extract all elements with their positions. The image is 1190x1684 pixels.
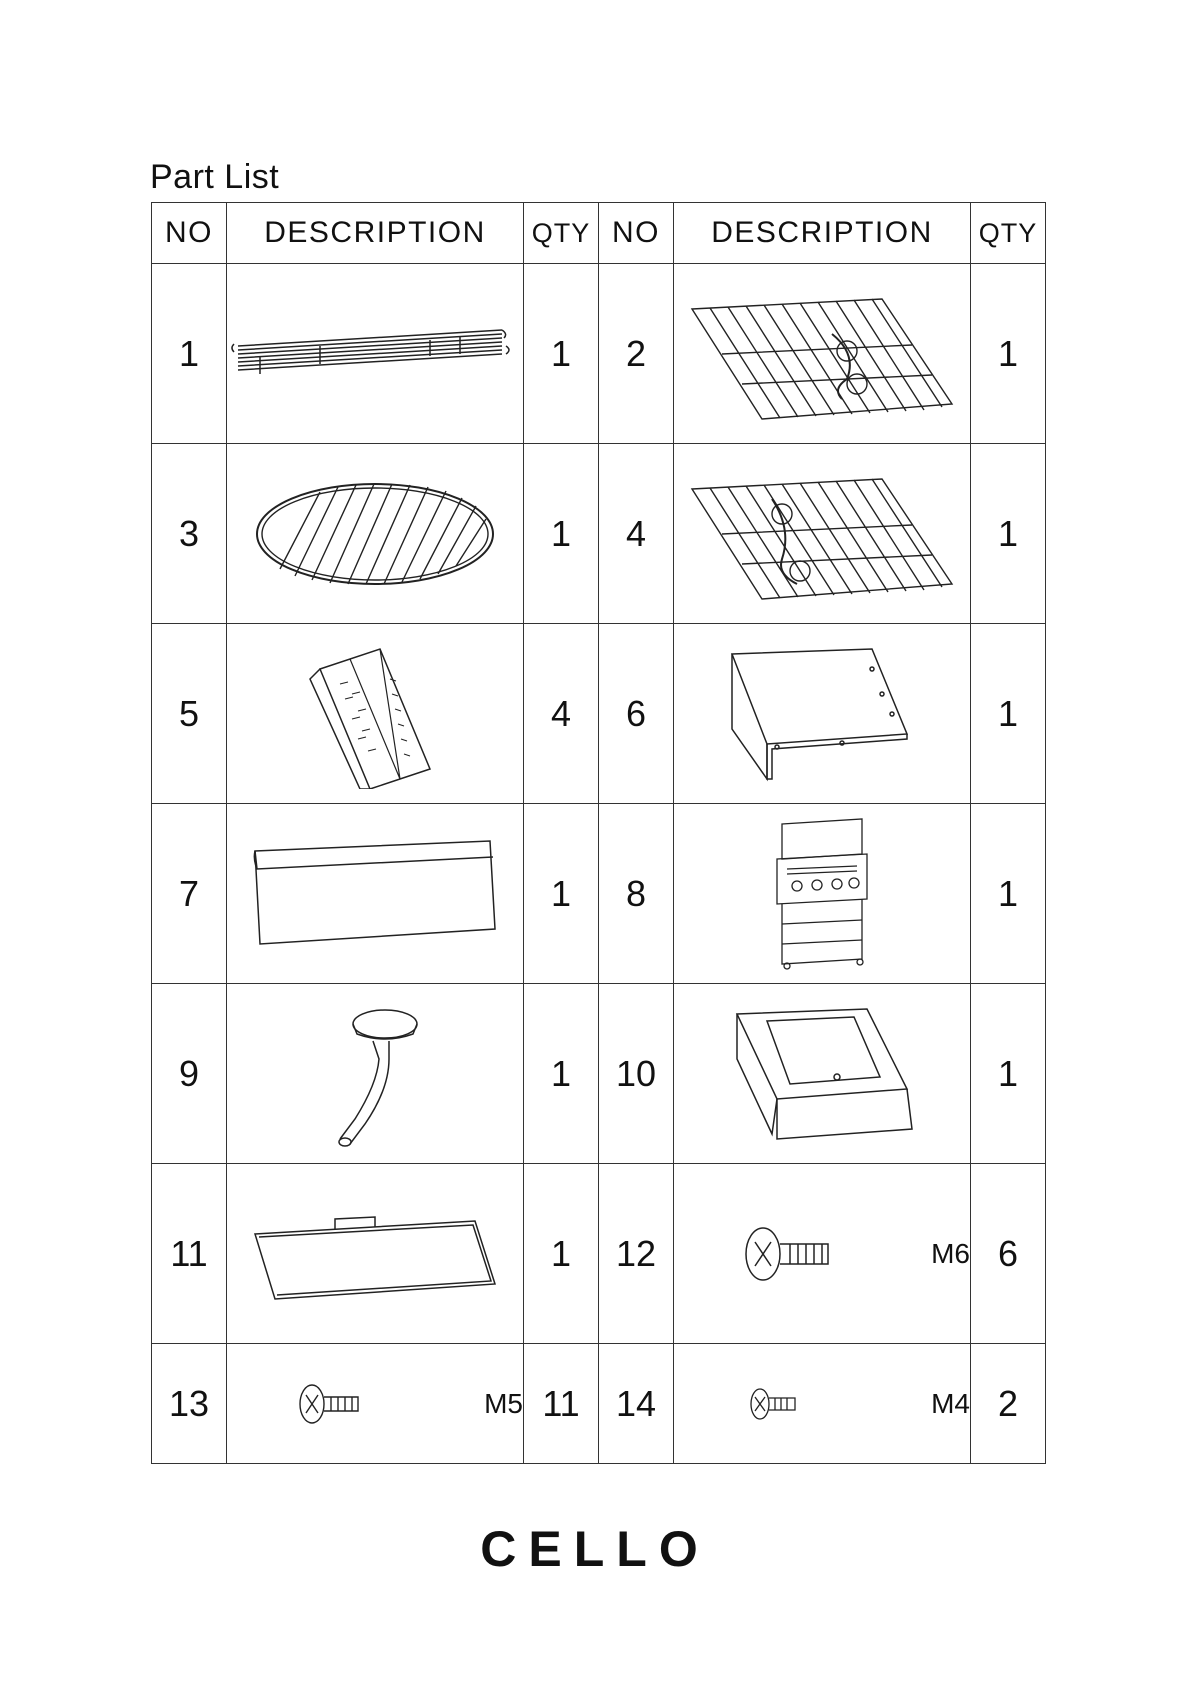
cooking-grate-icon	[682, 279, 962, 429]
part-qty: 1	[524, 444, 599, 624]
part-qty: 4	[524, 624, 599, 804]
grease-tray-icon	[245, 1199, 505, 1309]
side-panel-icon	[722, 639, 922, 789]
part-image	[674, 1164, 971, 1344]
part-qty: 1	[524, 804, 599, 984]
part-qty: 6	[971, 1164, 1046, 1344]
part-number: 3	[152, 444, 227, 624]
screw-size-label: M6	[931, 1237, 970, 1269]
table-row	[152, 804, 1046, 984]
side-burner-shelf-icon	[722, 999, 922, 1149]
part-image	[227, 804, 524, 984]
part-number: 12	[599, 1164, 674, 1344]
part-number: 11	[152, 1164, 227, 1344]
part-number: 4	[599, 444, 674, 624]
part-image	[227, 1344, 524, 1464]
cooking-grate-icon	[682, 459, 962, 609]
table-row	[152, 1344, 1046, 1464]
part-list-table	[151, 202, 1046, 1464]
back-panel-icon	[245, 829, 505, 959]
table-row	[152, 1164, 1046, 1344]
header-qty: QTY	[971, 203, 1046, 264]
header-qty: QTY	[524, 203, 599, 264]
table-header-row	[152, 203, 1046, 264]
table-row	[152, 984, 1046, 1164]
part-image	[674, 1344, 971, 1464]
part-qty: 1	[524, 1164, 599, 1344]
table-row	[152, 444, 1046, 624]
flame-tamer-icon	[300, 639, 450, 789]
warming-rack-icon	[230, 324, 520, 384]
screw-size-label: M5	[484, 1387, 523, 1419]
part-number: 13	[152, 1344, 227, 1464]
header-description: DESCRIPTION	[227, 203, 524, 264]
part-image	[227, 444, 524, 624]
part-image	[674, 444, 971, 624]
part-qty: 1	[971, 804, 1046, 984]
screw-icon	[749, 1386, 799, 1422]
part-number: 14	[599, 1344, 674, 1464]
part-image	[227, 264, 524, 444]
part-qty: 1	[971, 444, 1046, 624]
header-no: NO	[599, 203, 674, 264]
part-image	[674, 984, 971, 1164]
table-row	[152, 264, 1046, 444]
round-grate-icon	[250, 474, 500, 594]
brand-logo: CELLO	[480, 1521, 710, 1577]
screw-size-label: M4	[931, 1387, 970, 1419]
header-description: DESCRIPTION	[674, 203, 971, 264]
grill-body-icon	[762, 814, 882, 974]
part-qty: 1	[524, 984, 599, 1164]
part-number: 2	[599, 264, 674, 444]
screw-icon	[743, 1224, 833, 1284]
part-number: 9	[152, 984, 227, 1164]
part-image	[674, 804, 971, 984]
part-qty: 1	[524, 264, 599, 444]
part-qty: 1	[971, 984, 1046, 1164]
part-image	[227, 1164, 524, 1344]
part-image	[674, 624, 971, 804]
part-number: 10	[599, 984, 674, 1164]
screw-icon	[298, 1382, 362, 1426]
part-image	[227, 624, 524, 804]
table-row	[152, 624, 1046, 804]
part-number: 1	[152, 264, 227, 444]
page-title: Part List	[150, 158, 280, 196]
side-burner-icon	[305, 999, 445, 1149]
part-number: 8	[599, 804, 674, 984]
part-qty: 11	[524, 1344, 599, 1464]
part-number: 5	[152, 624, 227, 804]
part-number: 7	[152, 804, 227, 984]
part-qty: 1	[971, 624, 1046, 804]
part-image	[674, 264, 971, 444]
part-number: 6	[599, 624, 674, 804]
part-qty: 2	[971, 1344, 1046, 1464]
header-no: NO	[152, 203, 227, 264]
part-image	[227, 984, 524, 1164]
part-qty: 1	[971, 264, 1046, 444]
